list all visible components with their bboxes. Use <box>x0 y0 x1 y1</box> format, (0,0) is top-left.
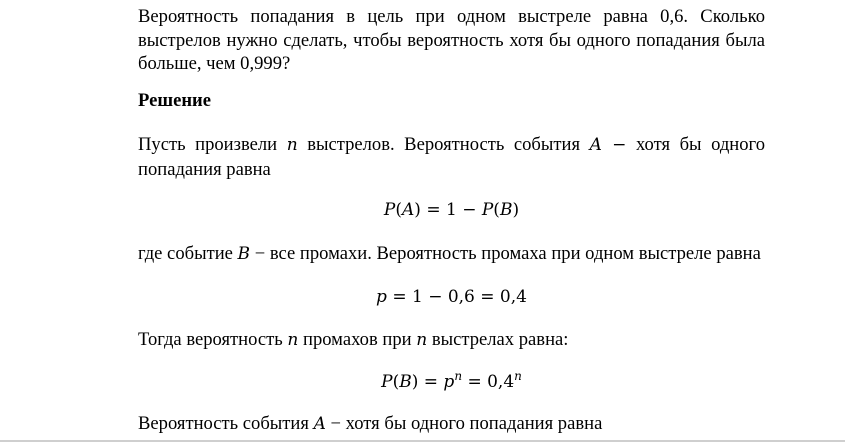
formula-probability-B: $P(B) = p^n = 0,4^n$ <box>381 369 522 392</box>
solution-paragraph-3: Тогда вероятность n промахов при n выстрелах равна: <box>138 329 569 350</box>
formula-probability-A: P(A) = 1 − P(B) <box>383 200 520 220</box>
math-var-A: A <box>589 135 602 155</box>
solution-paragraph-1: Пусть произвели n выстрелов. Вероятность события A − хотя бы одного попадания равна <box>138 134 766 180</box>
solution-paragraph-2: где событие B − все промахи. Вероятность промаха при одном выстреле равна <box>138 243 761 264</box>
problem-statement: Вероятность попадания в цель при одном выстреле равна 0,6. Сколько выстрелов нужно сделать, чтобы вероятность хотя бы одного попадания была больше, чем 0,999? <box>138 6 765 74</box>
math-var-B: B <box>237 244 251 264</box>
math-var-n: n <box>286 135 298 155</box>
solution-paragraph-4: Вероятность события A − хотя бы одного попадания равна <box>138 413 603 434</box>
solution-heading: Решение <box>138 90 211 111</box>
formula-miss-probability: p = 1 − 0,6 = 0,4 <box>376 287 527 307</box>
